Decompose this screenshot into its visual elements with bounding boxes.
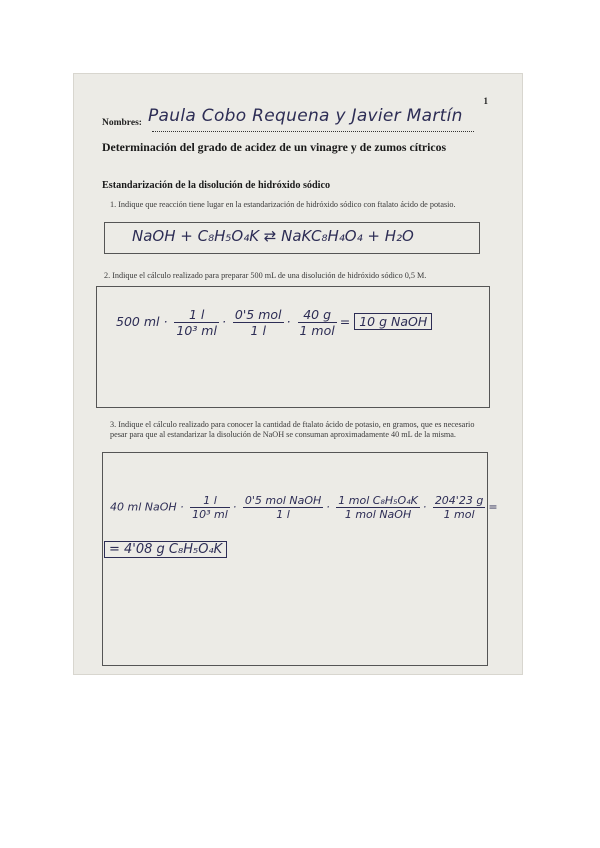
calc2-fraction-2: $\frac{\text{0'5 mol}}{1 l}$ [234, 307, 282, 338]
names-handwritten: Paula Cobo Requena y Javier Martín [148, 106, 463, 126]
calc3-start: 40 ml NaOH · [110, 500, 184, 514]
calc2-fraction-1: $\frac{1 l}{\text{10³ ml}}$ [176, 307, 217, 338]
answer-2-calculation: 500 ml · $\frac{1 l}{\text{10³ ml}}$ · $\frac{\text{0'5 mol}}{1 l}$ · $\frac{40 g}{\text{1 mol}}$ = 10 g NaOH [116, 307, 432, 338]
calc3-fraction-3: $\frac{\text{1 mol C₈H₅O₄K}}{\text{1 mol NaOH}}$ [338, 494, 418, 521]
answer-box-3 [102, 452, 488, 666]
answer-box-2 [96, 286, 490, 408]
calc3-result: = 4'08 g C₈H₅O₄K [104, 541, 227, 558]
answer-1-equation: NaOH + C₈H₅O₄K ⇄ NaKC₈H₄O₄ + H₂O [132, 227, 414, 245]
section-heading: Estandarización de la disolución de hidróxido sódico [102, 180, 331, 191]
calc3-fraction-2: $\frac{\text{0'5 mol NaOH}}{1 l}$ [244, 494, 322, 521]
calc2-result: 10 g NaOH [354, 313, 432, 330]
calc2-fraction-3: $\frac{40 g}{\text{1 mol}}$ [299, 307, 335, 338]
question-1: 1. Indique que reacción tiene lugar en la estandarización de hidróxido sódico con ftalato ácido de potasio. [110, 200, 456, 209]
names-label: Nombres: [102, 118, 142, 128]
worksheet-page [74, 74, 522, 674]
page-title: Determinación del grado de acidez de un vinagre y de zumos cítricos [102, 140, 447, 154]
answer-3-calculation: 40 ml NaOH · $\frac{1 l}{\text{10³ ml}}$ · $\frac{\text{0'5 mol NaOH}}{1 l}$ · $\frac{\text{1 mol C₈H₅O₄K}}{\text{1 mol NaOH}}$ · $\frac{204'23 g}{\text{1 mol}}$ = [110, 494, 498, 521]
calc3-fraction-4: $\frac{204'23 g}{\text{1 mol}}$ [434, 494, 484, 521]
question-2: 2. Indique el cálculo realizado para preparar 500 mL de una disolución de hidróxido sódico 0,5 M. [104, 271, 427, 280]
question-3: 3. Indique el cálculo realizado para conocer la cantidad de ftalato ácido de potasio, en gramos, que es necesario pesar para que al estandarizar la disolución de NaOH se consuman aproximadamente 40 mL de la misma. [110, 420, 475, 439]
names-dotted-line [152, 131, 474, 132]
answer-3-result-row [104, 542, 227, 557]
page-number: 1 [483, 96, 488, 106]
calc3-fraction-1: $\frac{1 l}{\text{10³ ml}}$ [192, 494, 228, 521]
calc2-start: 500 ml · [116, 314, 168, 329]
